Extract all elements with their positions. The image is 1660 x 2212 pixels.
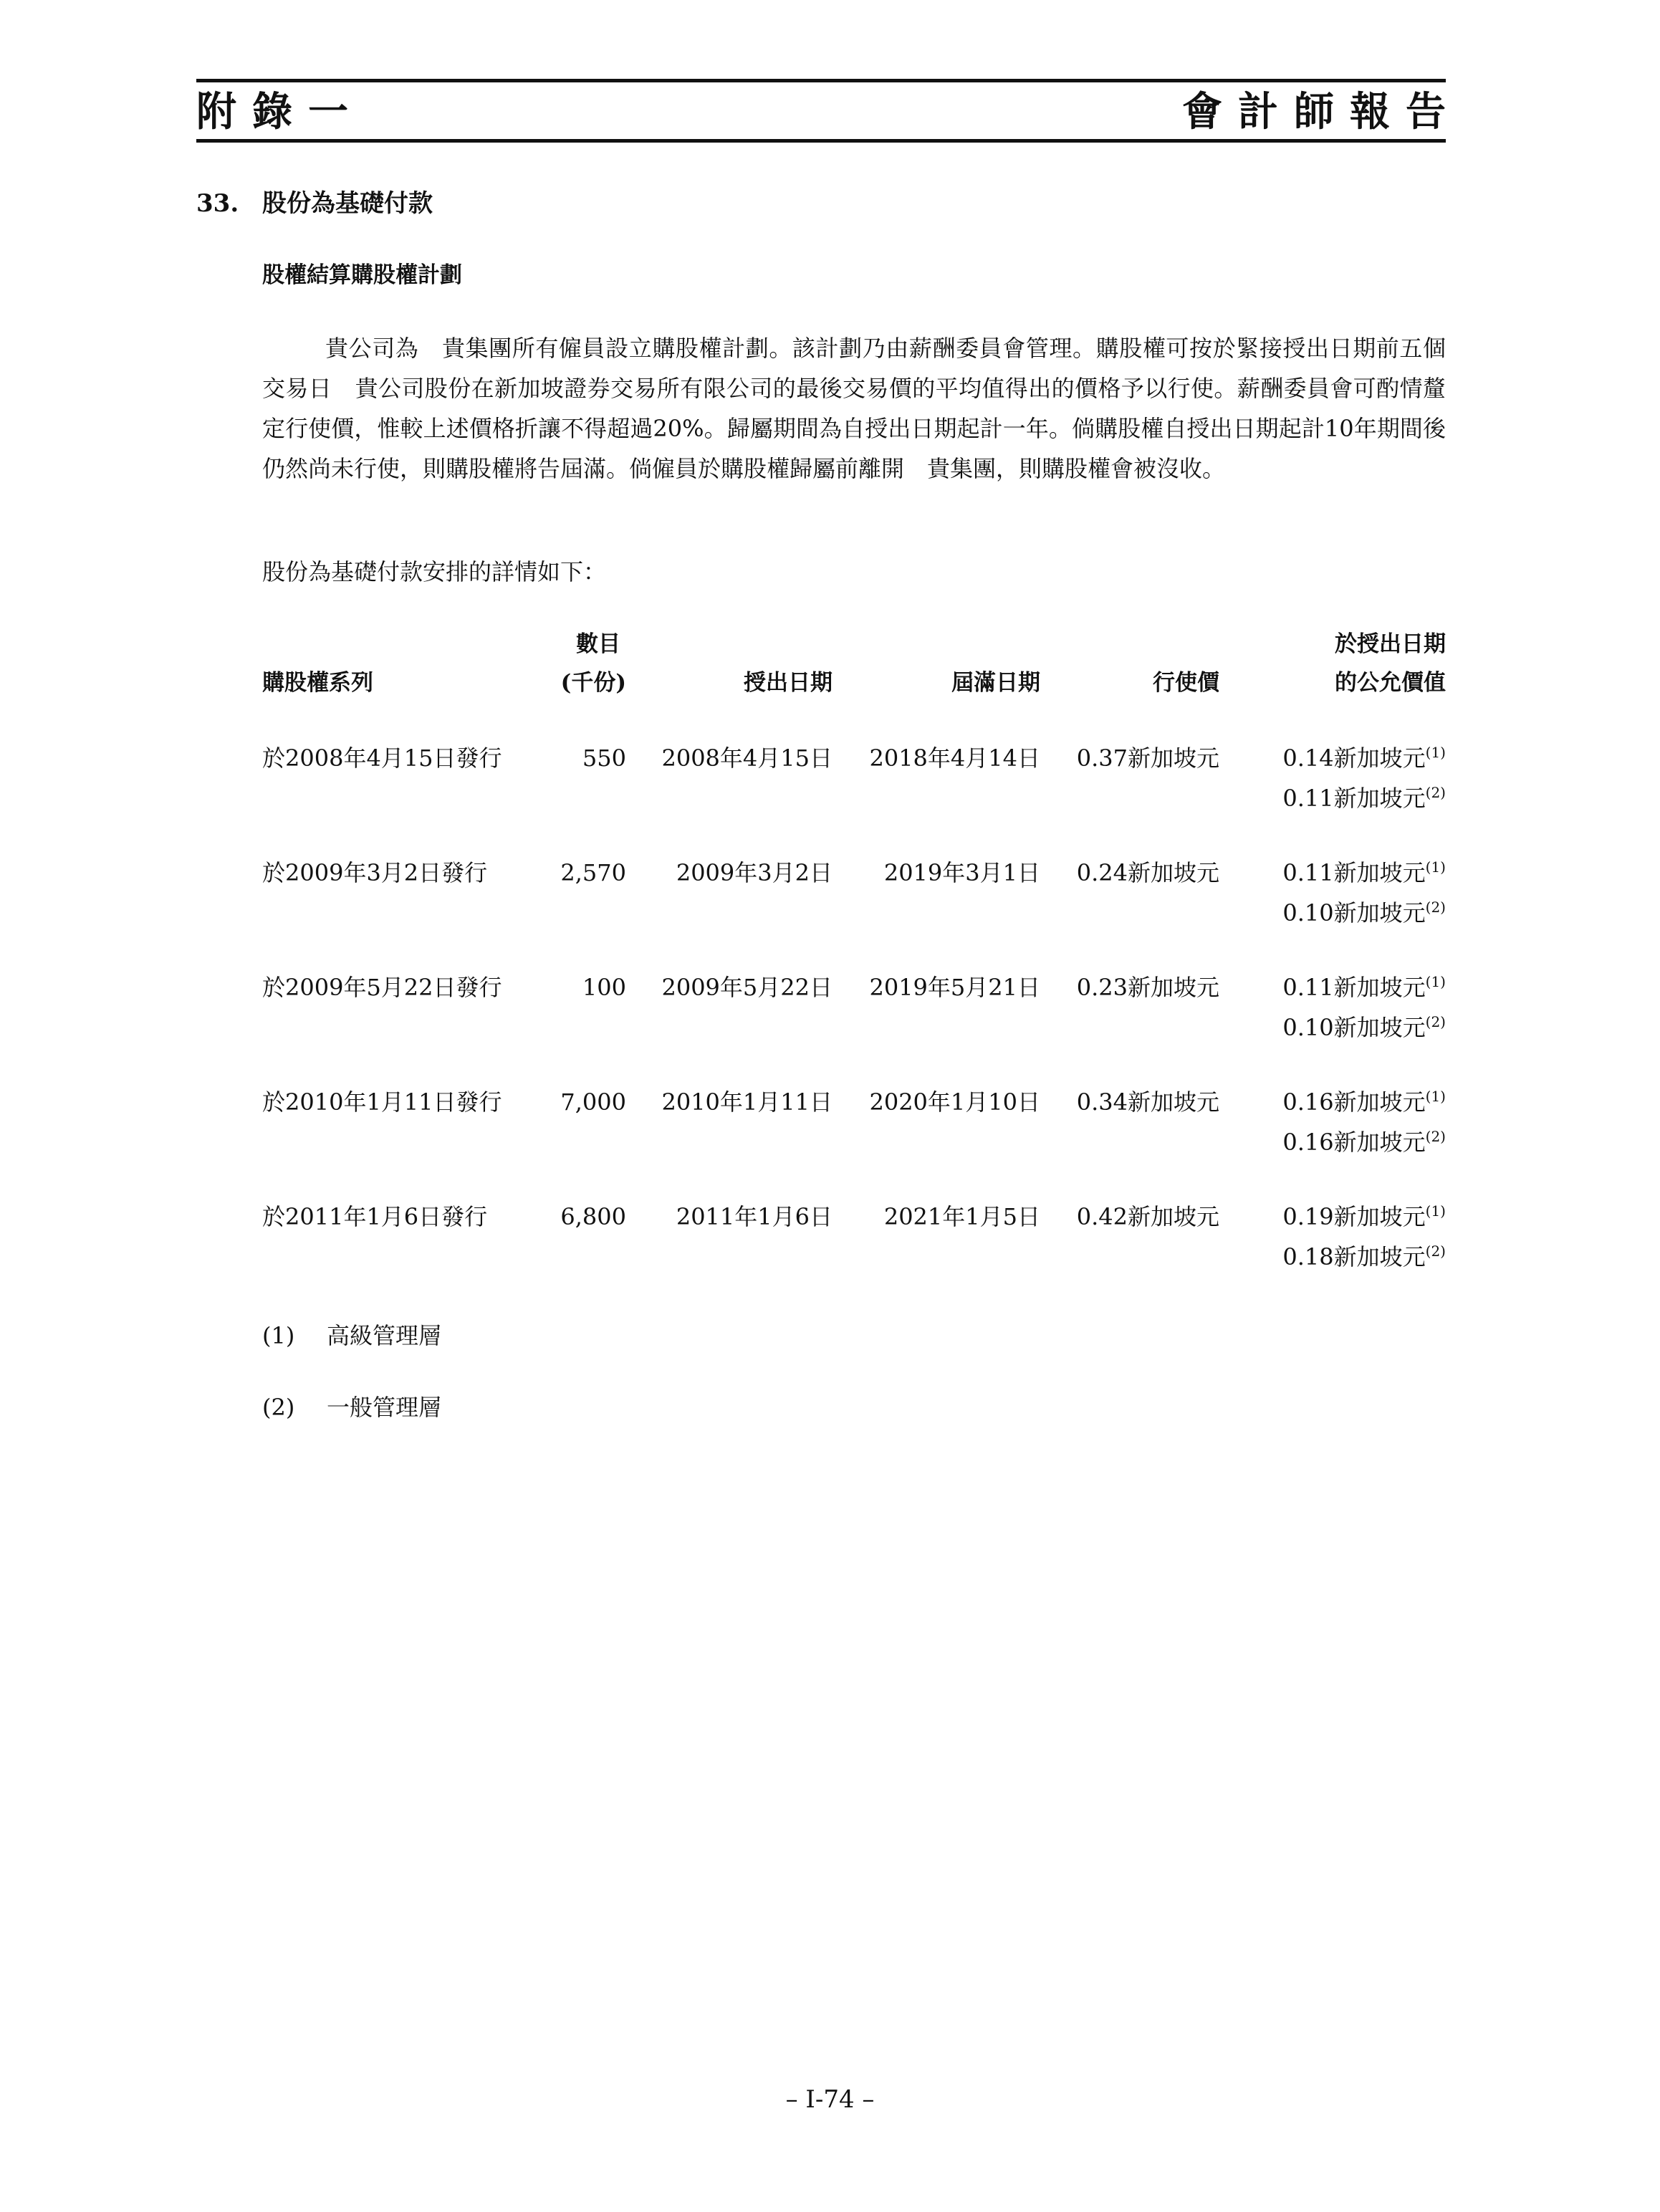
- number-cell: 6,800: [560, 1203, 626, 1230]
- header-series: 購股權系列: [262, 670, 373, 696]
- grant-date-cell: 2009年5月22日: [661, 974, 833, 1001]
- series-cell: 於2009年3月2日發行: [262, 859, 488, 886]
- grant-date-cell: 2009年3月2日: [676, 859, 833, 886]
- footnote: [262, 1392, 441, 1423]
- footnote-marker: (1): [262, 1322, 295, 1349]
- footnote-ref: (2): [1425, 1013, 1446, 1030]
- expiry-date-cell: 2019年5月21日: [869, 974, 1040, 1001]
- appendix-label: 附錄一: [196, 88, 364, 135]
- expiry-date-cell: 2018年4月14日: [869, 744, 1040, 772]
- body-paragraph: 貴公司為 貴集團所有僱員設立購股權計劃。該計劃乃由薪酬委員會管理。購股權可按於緊接授出日期前五個交易日 貴公司股份在新加坡證券交易所有限公司的最後交易價的平均值得出的價格予以行使。薪酬委員會可酌情釐定行使價，惟較上述價格折讓不得超過20%。歸屬期間為自授出日期起計一年。倘購股權自授出日期起計10年期間後仍然尚未行使，則購股權將告屆滿。倘僱員於購股權歸屬前離開 貴集團，則購股權會被沒收。: [262, 335, 1446, 482]
- header-rule-bottom: [196, 139, 1446, 143]
- table-header: [262, 626, 1446, 705]
- series-cell: 於2009年5月22日發行: [262, 974, 502, 1001]
- fair-value-cell: [1282, 1197, 1446, 1277]
- fair-value-general: 0.10新加坡元$^{(2)}$: [1282, 1013, 1446, 1041]
- fair-value-cell: [1282, 1082, 1446, 1162]
- exercise-price-cell: 0.34新加坡元: [1076, 1088, 1219, 1116]
- fair-value-senior: 0.14新加坡元$^{(1)}$: [1282, 744, 1446, 772]
- table-row: [262, 853, 1446, 932]
- footnote-text: 一般管理層: [327, 1394, 442, 1421]
- fair-value-general: 0.18新加坡元$^{(2)}$: [1282, 1243, 1446, 1270]
- expiry-date-cell: 2020年1月10日: [869, 1088, 1040, 1116]
- footnote-ref: (1): [1425, 1202, 1446, 1220]
- footnote-marker: (2): [262, 1394, 295, 1421]
- exercise-price-cell: 0.24新加坡元: [1076, 859, 1219, 886]
- header-rule-top: [196, 79, 1446, 82]
- fair-value-cell: [1282, 738, 1446, 818]
- footnote-ref: (2): [1425, 1128, 1446, 1145]
- series-cell: 於2011年1月6日發行: [262, 1203, 488, 1230]
- footnote-ref: (1): [1425, 973, 1446, 990]
- footnote-ref: (2): [1425, 1243, 1446, 1260]
- number-cell: 2,570: [560, 859, 626, 886]
- number-cell: 7,000: [560, 1088, 626, 1116]
- intro-text: 股份為基礎付款安排的詳情如下：: [262, 558, 607, 585]
- grant-date-cell: 2011年1月6日: [676, 1203, 833, 1230]
- fair-value-general: 0.11新加坡元$^{(2)}$: [1282, 784, 1446, 812]
- footnote-ref: (1): [1425, 1088, 1446, 1105]
- section-number: 33.: [196, 189, 239, 218]
- expiry-date-cell: 2019年3月1日: [883, 859, 1040, 886]
- footnote-ref: (2): [1425, 784, 1446, 801]
- fair-value-senior: 0.11新加坡元$^{(1)}$: [1282, 858, 1446, 886]
- expiry-date-cell: 2021年1月5日: [883, 1203, 1040, 1230]
- series-cell: 於2010年1月11日發行: [262, 1088, 502, 1116]
- footnote-ref: (2): [1425, 899, 1446, 916]
- header-fair-value-line1: 於授出日期: [1335, 631, 1446, 657]
- footnote-ref: (1): [1425, 744, 1446, 761]
- section-heading: [196, 188, 433, 219]
- footnote-text: 高級管理層: [327, 1322, 442, 1349]
- exercise-price-cell: 0.42新加坡元: [1076, 1203, 1219, 1230]
- table-row: [262, 738, 1446, 817]
- fair-value-senior: 0.11新加坡元$^{(1)}$: [1282, 973, 1446, 1001]
- fair-value-general: 0.16新加坡元$^{(2)}$: [1282, 1128, 1446, 1156]
- fair-value-senior: 0.16新加坡元$^{(1)}$: [1282, 1088, 1446, 1116]
- exercise-price-cell: 0.23新加坡元: [1076, 974, 1219, 1001]
- exercise-price-cell: 0.37新加坡元: [1076, 744, 1219, 772]
- header-number-line1: 數目: [576, 631, 620, 657]
- fair-value-general: 0.10新加坡元$^{(2)}$: [1282, 899, 1446, 927]
- number-cell: 100: [582, 974, 626, 1001]
- number-cell: 550: [582, 744, 626, 772]
- header-number-line2: (千份): [560, 670, 626, 696]
- footnote-ref: (1): [1425, 858, 1446, 876]
- page-header: [196, 79, 1462, 143]
- series-cell: 於2008年4月15日發行: [262, 744, 502, 772]
- fair-value-senior: 0.19新加坡元$^{(1)}$: [1282, 1202, 1446, 1230]
- grant-date-cell: 2010年1月11日: [661, 1088, 833, 1116]
- table-row: [262, 1197, 1446, 1275]
- footnote: [262, 1320, 441, 1351]
- report-title: 會計師報告: [1182, 88, 1462, 135]
- header-fair-value-line2: 的公允價值: [1335, 670, 1446, 696]
- page-number: – I-74 –: [785, 2085, 875, 2114]
- subsection-heading: 股權結算購股權計劃: [262, 262, 462, 288]
- header-grant-date: 授出日期: [744, 670, 833, 696]
- header-expiry-date: 屆滿日期: [951, 670, 1040, 696]
- table-row: [262, 1082, 1446, 1161]
- section-title: 股份為基礎付款: [262, 189, 433, 218]
- grant-date-cell: 2008年4月15日: [661, 744, 833, 772]
- fair-value-cell: [1282, 967, 1446, 1048]
- table-row: [262, 967, 1446, 1046]
- header-exercise-price: 行使價: [1153, 670, 1219, 696]
- fair-value-cell: [1282, 853, 1446, 933]
